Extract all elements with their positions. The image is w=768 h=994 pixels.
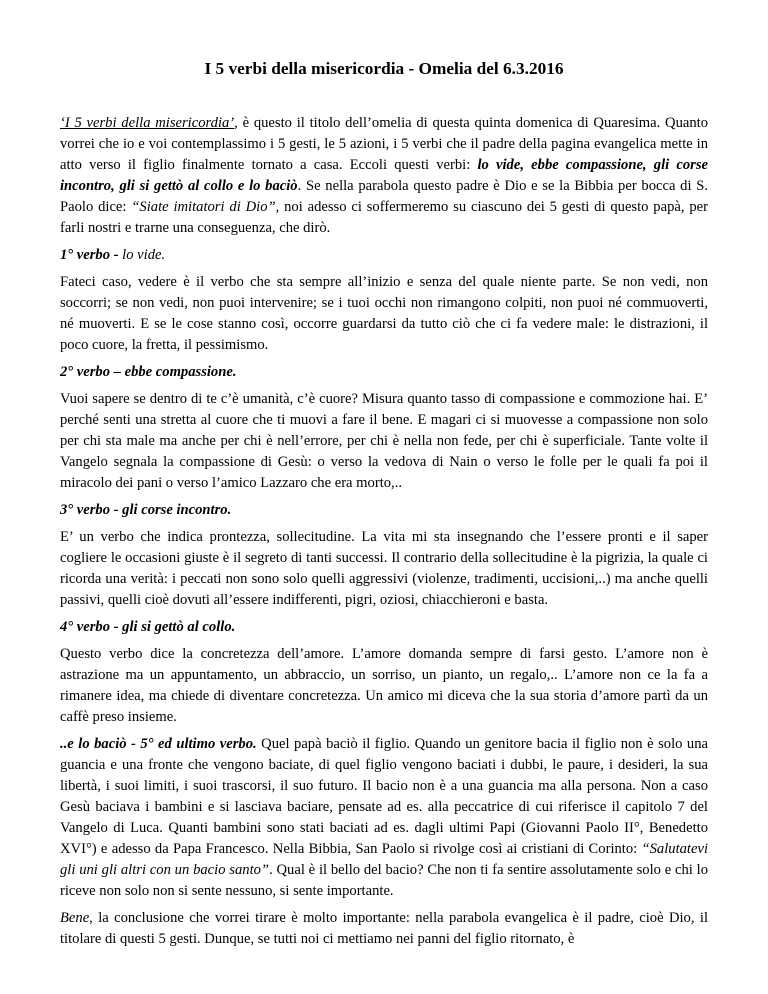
document-body <box>60 113 708 956</box>
verb1-heading-rest: lo vide <box>122 247 162 263</box>
intro-verbs: lo vide, ebbe compassione, gli corse incontro, gli si gettò al collo e lo baciò <box>60 157 708 194</box>
conclusion-lead: Bene <box>60 910 90 926</box>
intro-text-3: , noi adesso ci soffermeremo su ciascuno dei 5 gesti di questo papà, per farli nostri e trarne una conseguenza, che dirò. <box>60 199 708 236</box>
verb5-paragraph <box>60 734 708 902</box>
verb5-quote: “Salutatevi gli uni gli altri con un bacio santo” <box>60 841 708 878</box>
intro-text-2: . Se nella parabola questo padre è Dio e se la Bibbia per bocca di S. Paolo dice: <box>60 178 708 215</box>
verb5-text-1: Quel papà baciò il figlio. Quando un genitore bacia il figlio non è solo una guancia e una fronte che vengono baciate, di quel figlio vengono baciati i dubbi, le paure, i desideri, la sua libertà, i suoi limiti, i suoi trascorsi, il suo futuro. Il bacio non è a una guancia ma alla persona. Non a caso Gesù baciava i bambini e si lasciava baciare, pensate ad es. alla peccatrice di cui riferisce il capitolo 7 del Vangelo di Luca. Quanti bambini sono stati baciati ad es. dagli ultimi Papi (Giovanni Paolo II°, Benedetto XVI°) e adesso da Papa Francesco. Nella Bibbia, San Paolo si rivolge così ai cristiani di Corinto: <box>60 736 708 857</box>
verb4-paragraph: Questo verbo dice la concretezza dell’amore. L’amore domanda sempre di farsi gesto. L’amore non è astrazione ma un appuntamento, un abbraccio, un sorriso, un pianto, un regalo,.. L’amore non ce la fa a rimanere idea, ma chiede di diventare concretezza. Un amico mi diceva che la sua storia d’amore partì da un caffè preso insieme. <box>60 646 708 725</box>
verb2-paragraph: Vuoi sapere se dentro di te c’è umanità, c’è cuore? Misura quanto tasso di compassione e commozione hai. E’ perché senti una stretta al cuore che ti muovi a fare il bene. E magari ci si muovesse a compassione non solo per chi sta male ma anche per chi è nell’errore, per chi è nella non fede, per chi è superficiale. Tante volte il Vangelo segnala la compassione di Gesù: o verso la vedova di Nain o verso le folle per le quali fa poi il miracolo dei pani o verso l’amico Lazzaro che era morto,.. <box>60 391 708 491</box>
conclusion-paragraph <box>60 908 708 950</box>
verb3-paragraph: E’ un verbo che indica prontezza, sollecitudine. La vita mi sta insegnando che l’essere pronti e il saper cogliere le occasioni giuste è il segreto di tanti successi. Il contrario della sollecitudine è la pigrizia, la quale ci ricorda una verità: i peccati non sono solo quelli aggressivi (violenze, tradimenti, uccisioni,..) ma anche quelli passivi, quelli cioè dovuti all’essere indifferenti, pigri, oziosi, chiacchieroni e basta. <box>60 529 708 608</box>
intro-paragraph <box>60 113 708 239</box>
conclusion-text: , la conclusione che vorrei tirare è molto importante: nella parabola evangelica è il padre, cioè Dio, il titolare di questi 5 gesti. Dunque, se tutti noi ci mettiamo nei panni del figlio ritornato, è <box>60 910 708 947</box>
verb5-text-2: . Qual è il bello del bacio? Che non ti fa sentire assolutamente solo e chi lo riceve non solo non si sente nessuno, si sente importante. <box>60 862 709 899</box>
verb5-heading: ..e lo baciò - 5° ed ultimo verbo. <box>60 736 257 752</box>
verb1-heading-bold: 1° verbo - <box>60 247 123 263</box>
intro-quote: “Siate imitatori di Dio” <box>131 199 276 215</box>
intro-quoted-title: ‘I 5 verbi della misericordia’ <box>60 115 235 131</box>
verb1-heading-end: . <box>161 247 166 263</box>
intro-text-1: , è questo il titolo dell’omelia di questa quinta domenica di Quaresima. Quanto vorrei che io e voi contemplassimo i 5 gesti, le 5 azioni, i 5 verbi che il padre della pagina evangelica mette in atto verso il figlio finalmente tornato a casa. Eccoli questi verbi: <box>60 115 709 173</box>
verb2-heading: 2° verbo – ebbe compassione. <box>60 364 237 380</box>
page-title: I 5 verbi della misericordia - Omelia del 6.3.2016 <box>204 59 564 78</box>
verb4-heading: 4° verbo - gli si gettò al collo. <box>60 619 236 635</box>
verb3-heading: 3° verbo - gli corse incontro. <box>60 502 232 518</box>
verb1-heading <box>60 245 708 266</box>
verb1-paragraph: Fateci caso, vedere è il verbo che sta sempre all’inizio e senza del quale niente parte. Se non vedi, non soccorri; se non vedi, non puoi intervenire; se i tuoi occhi non rimangono colpiti, non puoi né commuoverti, né muoverti. E se le cose stanno così, occorre guardarsi da tutto ciò che ci fa vedere male: le distrazioni, il poco cuore, la fretta, il pessimismo. <box>60 274 708 353</box>
